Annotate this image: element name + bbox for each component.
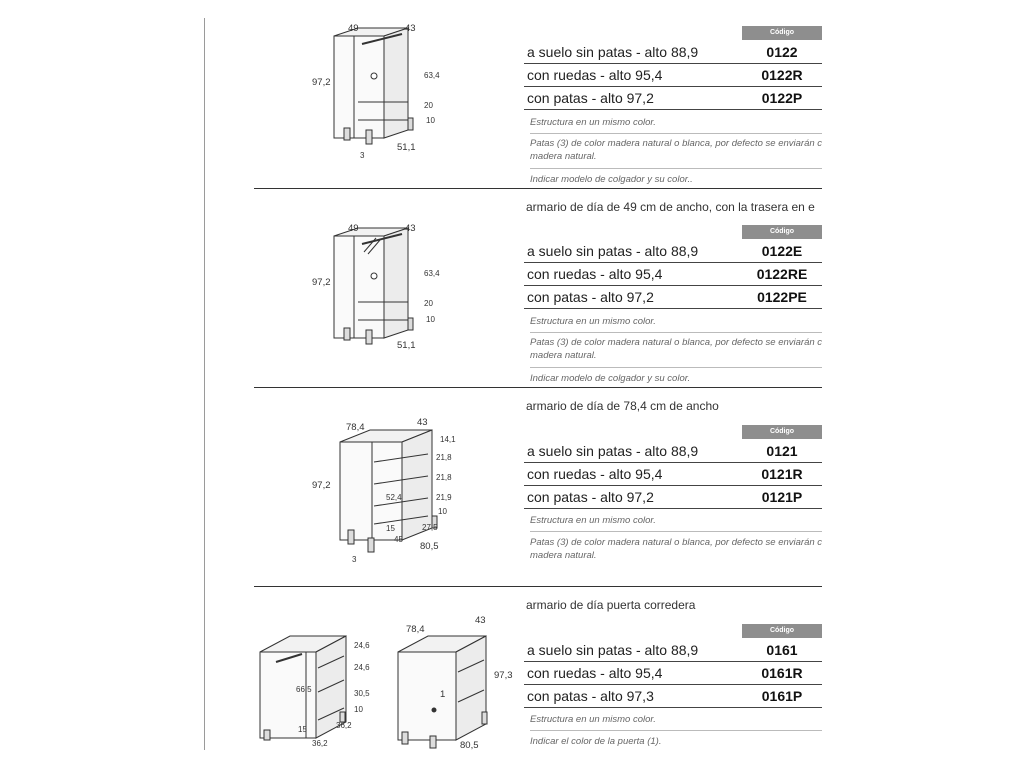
- note-text: Estructura en un mismo color.: [530, 515, 656, 526]
- dim-base: 10: [438, 507, 447, 516]
- note-text: Patas (3) de color madera natural o blanca, por defecto se enviarán c: [530, 537, 822, 548]
- note-divider: [530, 367, 822, 368]
- cabinet-drawing-0122E: [310, 218, 450, 363]
- note-text: Patas (3) de color madera natural o blanca, por defecto se enviarán c: [530, 138, 822, 149]
- dim-shelf: 20: [424, 299, 433, 308]
- dim-inner: 63,4: [424, 269, 440, 278]
- dim-bottom-depth: 80,5: [460, 740, 479, 751]
- table-row: [524, 240, 822, 263]
- code-header: Código: [742, 425, 822, 439]
- note-text: Patas (3) de color madera natural o blanca, por defecto se enviarán c: [530, 337, 822, 348]
- row-label: a suelo sin patas - alto 88,9: [527, 243, 699, 259]
- cabinet-drawing-0161-closed: [390, 612, 524, 756]
- row-code: 0121P: [761, 489, 803, 505]
- dim-section-3: 30,5: [354, 689, 370, 698]
- dim-section-4: 21,9: [436, 493, 452, 502]
- dim-section-2: 21,8: [436, 453, 452, 462]
- table-row: [524, 87, 822, 110]
- code-header: Código: [742, 624, 822, 638]
- note-text: madera natural.: [530, 350, 597, 361]
- dim-width: 49: [348, 23, 359, 34]
- dim-inner: 52,4: [386, 493, 402, 502]
- dim-shelf: 20: [424, 101, 433, 110]
- note-text: madera natural.: [530, 550, 597, 561]
- note-text: Estructura en un mismo color.: [530, 714, 656, 725]
- section-divider: [254, 387, 822, 388]
- dim-foot: 3: [352, 555, 357, 564]
- dim-height: 97,3: [494, 670, 513, 681]
- row-label: a suelo sin patas - alto 88,9: [527, 642, 699, 658]
- dim-foot: 3: [360, 151, 365, 160]
- note-divider: [530, 133, 822, 134]
- row-label: con ruedas - alto 95,4: [527, 67, 663, 83]
- door-marker: 1: [440, 689, 446, 700]
- note-divider: [530, 168, 822, 169]
- row-label: con ruedas - alto 95,4: [527, 665, 663, 681]
- dim-w1: 15: [298, 725, 307, 734]
- table-row: [524, 64, 822, 87]
- dim-width: 78,4: [406, 624, 425, 635]
- dim-inner: 63,4: [424, 71, 440, 80]
- row-code: 0122PE: [757, 289, 807, 305]
- dim-depth-top: 43: [405, 23, 416, 34]
- row-label: con ruedas - alto 95,4: [527, 266, 663, 282]
- table-row: [524, 263, 822, 286]
- row-code: 0161R: [761, 665, 803, 681]
- row-label: con patas - alto 97,2: [527, 90, 654, 106]
- dim-section-1: 14,1: [440, 435, 456, 444]
- row-code: 0161: [766, 642, 798, 658]
- dim-depth-top: 43: [475, 615, 486, 626]
- table-row: [524, 286, 822, 309]
- row-label: con ruedas - alto 95,4: [527, 466, 663, 482]
- row-label: con patas - alto 97,2: [527, 489, 654, 505]
- note-divider: [530, 531, 822, 532]
- table-row: [524, 662, 822, 685]
- dim-height: 97,2: [312, 77, 331, 88]
- table-row: [524, 639, 822, 662]
- page-margin-line: [204, 18, 205, 750]
- row-code: 0121: [766, 443, 798, 459]
- cabinet-drawing-0161-open: [250, 612, 380, 752]
- dim-bottom-depth: 51,1: [397, 340, 416, 351]
- row-code: 0122R: [761, 67, 803, 83]
- table-row: [524, 685, 822, 708]
- dim-w3: 36,2: [312, 739, 328, 748]
- table-row: [524, 440, 822, 463]
- row-label: a suelo sin patas - alto 88,9: [527, 443, 699, 459]
- note-text: Indicar el color de la puerta (1).: [530, 736, 662, 747]
- note-divider: [530, 730, 822, 731]
- dim-w1: 15: [386, 524, 395, 533]
- dim-depth-top: 43: [417, 417, 428, 428]
- row-code: 0121R: [761, 466, 803, 482]
- dim-w3: 45: [394, 535, 403, 544]
- note-text: madera natural.: [530, 151, 597, 162]
- row-code: 0122RE: [756, 266, 808, 282]
- dim-width: 49: [348, 223, 359, 234]
- dim-base: 10: [426, 116, 435, 125]
- dim-section-2: 24,6: [354, 663, 370, 672]
- section-title: armario de día de 49 cm de ancho, con la trasera en e: [526, 200, 815, 214]
- dim-section-3: 21,8: [436, 473, 452, 482]
- table-row: [524, 41, 822, 64]
- code-header: Código: [742, 26, 822, 40]
- dim-bottom-depth: 51,1: [397, 142, 416, 153]
- code-header: Código: [742, 225, 822, 239]
- dim-inner: 66,5: [296, 685, 312, 694]
- note-text: Indicar modelo de colgador y su color.: [530, 373, 691, 384]
- row-label: a suelo sin patas - alto 88,9: [527, 44, 699, 60]
- dim-w2: 27,5: [422, 523, 438, 532]
- row-code: 0161P: [761, 688, 803, 704]
- cabinet-drawing-0122: [310, 18, 450, 163]
- row-code: 0122: [766, 44, 798, 60]
- note-text: Indicar modelo de colgador y su color..: [530, 174, 693, 185]
- dim-depth-top: 43: [405, 223, 416, 234]
- note-text: Estructura en un mismo color.: [530, 117, 656, 128]
- note-text: Estructura en un mismo color.: [530, 316, 656, 327]
- dim-w2: 36,2: [336, 721, 352, 730]
- dim-bottom-depth: 80,5: [420, 541, 439, 552]
- section-title: armario de día puerta corredera: [526, 598, 696, 612]
- dim-height: 97,2: [312, 277, 331, 288]
- dim-width: 78,4: [346, 422, 365, 433]
- section-divider: [254, 188, 822, 189]
- dim-section-1: 24,6: [354, 641, 370, 650]
- section-divider: [254, 586, 822, 587]
- note-divider: [530, 332, 822, 333]
- row-label: con patas - alto 97,3: [527, 688, 654, 704]
- row-label: con patas - alto 97,2: [527, 289, 654, 305]
- cabinet-drawing-0121: [310, 412, 460, 567]
- table-row: [524, 486, 822, 509]
- section-title: armario de día de 78,4 cm de ancho: [526, 399, 719, 413]
- table-row: [524, 463, 822, 486]
- dim-height: 97,2: [312, 480, 331, 491]
- dim-base: 10: [426, 315, 435, 324]
- row-code: 0122P: [761, 90, 803, 106]
- row-code: 0122E: [761, 243, 803, 259]
- dim-base: 10: [354, 705, 363, 714]
